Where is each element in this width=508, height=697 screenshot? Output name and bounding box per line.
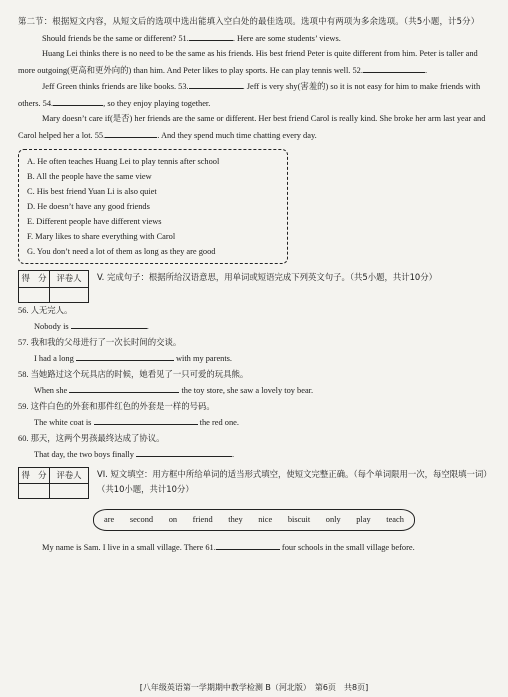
score-table-6	[18, 467, 89, 500]
q59-en-b: the red one.	[199, 418, 239, 427]
part5-header	[18, 270, 490, 303]
option-e: E. Different people have different views	[27, 217, 162, 226]
q57-en	[34, 350, 490, 367]
paragraph-2-text-a: Huang Lei thinks there is no need to be the same as his friends. His best friend Peter is quite different from him. Peter is taller and more outgoing(	[18, 49, 478, 75]
word-bank-item: play	[356, 515, 371, 524]
grader-label: 评卷人	[50, 467, 89, 484]
part6-header	[18, 467, 490, 500]
options-box	[18, 149, 288, 264]
option-c: C. His best friend Yuan Li is also quiet	[27, 187, 157, 196]
blank-56[interactable]	[71, 318, 147, 329]
blank-60[interactable]	[136, 446, 235, 459]
paragraph-3-text-c: ) so it is not easy for him to make friends with others. 54.	[18, 82, 481, 108]
paragraph-2: Huang Lei thinks there is no need to be the same as his friends. His best friend Peter is quite different from him. Peter is taller and more outgoing(更高和更外向的) than him. And Peter likes to play sports. He can play tennis well. 52. .	[18, 49, 478, 75]
option-d: D. He doesn’t have any good friends	[27, 202, 150, 211]
q57-en-b: with my parents.	[175, 354, 233, 363]
paragraph-1-text-a: Should friends be the same or different? 51.	[42, 33, 189, 43]
blank-55[interactable]	[105, 127, 157, 138]
word-bank-item: biscuit	[287, 515, 311, 524]
paragraph-3-text-a: Jeff Green thinks friends are like books. 53.	[42, 82, 189, 91]
part6-title: VI. 短文填空：用方框中所给单词的适当形式填空，使短文完整正确。（每个单词限用一次，每空限填一词）（共10小题，共计10分）	[97, 468, 488, 494]
q57-en-a: I had a long	[34, 354, 74, 363]
word-bank-item: nice	[258, 515, 273, 524]
blank-51[interactable]	[189, 30, 233, 41]
part5-title: V. 完成句子：根据所给汉语意思，用单词或短语完成下列英文句子。（共5小题，共计10分）	[97, 272, 438, 282]
q56-en-a: Nobody is	[34, 322, 69, 331]
score-label: 得 分	[19, 271, 50, 288]
grader-cell[interactable]	[50, 484, 89, 499]
q59-en	[34, 414, 490, 431]
paragraph-4-text-c: . And they spend much time chatting every day.	[157, 130, 317, 140]
blank-54[interactable]	[53, 95, 103, 106]
paragraph-4	[18, 111, 490, 143]
option-b: B. All the people have the same view	[27, 172, 152, 181]
word-bank	[93, 509, 415, 531]
q58-en-a: When she	[34, 386, 68, 395]
q59-en-a: The white coat is	[34, 418, 92, 427]
word-bank-item: teach	[386, 515, 404, 524]
paragraph-2-note: 更高和更外向的	[69, 64, 129, 75]
grader-cell[interactable]	[50, 287, 89, 302]
grader-label: 评卷人	[50, 271, 89, 288]
paragraph-4-text-b: ) her friends are the same or different. Her best friend Carol is really kind. She broke her arm last year and Carol helped her a lot. 55.	[18, 114, 486, 140]
paragraph-1-text-b: . Here are some students’ views.	[232, 33, 341, 43]
blank-57[interactable]	[76, 350, 174, 361]
part6-sentence-b: four schools in the small village before.	[281, 542, 415, 552]
part6-passage	[18, 539, 490, 556]
word-bank-item: only	[325, 515, 341, 524]
paragraph-1	[18, 30, 490, 47]
paragraph-4-text-a: Mary doesn’t care if(	[42, 114, 113, 123]
score-cell[interactable]	[19, 287, 50, 302]
word-bank-item: on	[168, 515, 178, 524]
q56-en-b: .	[146, 322, 149, 331]
score-cell[interactable]	[19, 484, 50, 499]
q56-cn: 56. 人无完人。	[18, 305, 73, 315]
option-f: F. Mary likes to share everything with Carol	[27, 232, 176, 241]
blank-53[interactable]	[189, 78, 243, 89]
paragraph-3-text-d: , so they enjoy playing together.	[103, 98, 211, 108]
word-bank-item: second	[129, 515, 154, 524]
blank-61[interactable]	[216, 539, 280, 550]
paragraph-4-note: 是否	[112, 113, 130, 123]
blank-52[interactable]	[363, 62, 425, 73]
q59-cn: 59. 这件白色的外套和那件红色的外套是一样的号码。	[18, 401, 215, 411]
q56-en	[34, 318, 490, 335]
blank-58[interactable]	[69, 382, 179, 393]
page-footer: [八年级英语第一学期期中教学检测 B（河北版） 第6页 共8页]	[139, 683, 369, 692]
paragraph-2-text-b: ) than him. And Peter likes to play sports. He can play tennis well. 52.	[128, 65, 363, 75]
word-bank-item: are	[104, 515, 115, 524]
q60-en-a: That day, the two boys finally	[34, 450, 134, 459]
word-bank-item: they	[228, 515, 243, 524]
q60-en	[34, 446, 490, 463]
q58-en-b: the toy store, she saw a lovely toy bear.	[181, 386, 314, 395]
paragraph-3-note: 害羞的	[300, 81, 326, 91]
paragraph-3	[18, 78, 490, 111]
q60-cn: 60. 那天，这两个男孩最终达成了协议。	[18, 433, 165, 443]
q58-cn: 58. 当她路过这个玩具店的时候，她看见了一只可爱的玩具熊。	[18, 369, 249, 379]
q57-cn: 57. 我和我的父母进行了一次长时间的交谈。	[18, 337, 182, 347]
score-table-5	[18, 270, 89, 303]
word-bank-item: friend	[192, 515, 213, 524]
option-g: G. You don’t need a lot of them as long as they are good	[27, 247, 216, 256]
part6-sentence-a: My name is Sam. I live in a small village. There 61.	[42, 542, 216, 552]
option-a: A. He often teaches Huang Lei to play tennis after school	[27, 157, 220, 166]
paragraph-3-text-b: . Jeff is very shy(	[242, 82, 301, 91]
section2-title: 第二节：根据短文内容，从短文后的选项中选出能填入空白处的最佳选项。选项中有两项为多余选项。（共5小题，计5分）	[18, 16, 480, 26]
score-label: 得 分	[19, 467, 50, 484]
q58-en	[34, 382, 490, 399]
q60-en-b: .	[232, 450, 235, 459]
blank-59[interactable]	[94, 414, 198, 425]
